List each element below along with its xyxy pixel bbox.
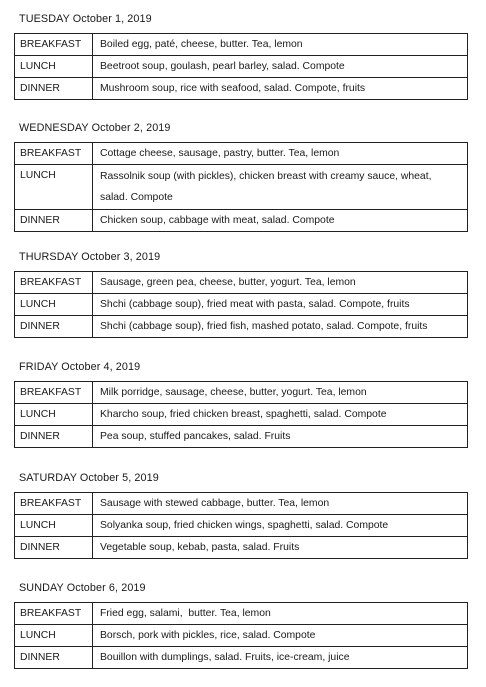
- table-row: [15, 515, 468, 537]
- table-row: [15, 603, 468, 625]
- meal-label: DINNER: [15, 647, 93, 669]
- table-row: [15, 316, 468, 338]
- meal-description: Beetroot soup, goulash, pearl barley, salad. Compote: [93, 56, 468, 78]
- meal-label: LUNCH: [15, 404, 93, 426]
- meal-label: BREAKFAST: [15, 143, 93, 165]
- meal-table: [14, 33, 468, 100]
- meal-description: Bouillon with dumplings, salad. Fruits, ice-cream, juice: [93, 647, 468, 669]
- meal-label: LUNCH: [15, 165, 93, 210]
- day-thursday: [14, 250, 468, 338]
- meal-label: BREAKFAST: [15, 603, 93, 625]
- meal-description: Kharcho soup, fried chicken breast, spaghetti, salad. Compote: [93, 404, 468, 426]
- meal-table: [14, 142, 468, 232]
- meal-description: Boiled egg, paté, cheese, butter. Tea, lemon: [93, 34, 468, 56]
- day-title: SUNDAY October 6, 2019: [19, 582, 146, 594]
- table-row: [15, 625, 468, 647]
- meal-description: Mushroom soup, rice with seafood, salad. Compote, fruits: [93, 78, 468, 100]
- table-row: [15, 34, 468, 56]
- meal-description: Vegetable soup, kebab, pasta, salad. Fruits: [93, 537, 468, 559]
- day-sunday: [14, 581, 468, 669]
- table-row: [15, 382, 468, 404]
- table-row: [15, 210, 468, 232]
- meal-label: BREAKFAST: [15, 493, 93, 515]
- meal-description: Cottage cheese, sausage, pastry, butter. Tea, lemon: [93, 143, 468, 165]
- meal-description: Pea soup, stuffed pancakes, salad. Fruits: [93, 426, 468, 448]
- table-row: [15, 56, 468, 78]
- day-title: WEDNESDAY October 2, 2019: [19, 122, 171, 134]
- meal-label: DINNER: [15, 316, 93, 338]
- meal-description: Shchi (cabbage soup), fried meat with pasta, salad. Compote, fruits: [93, 294, 468, 316]
- day-title: FRIDAY October 4, 2019: [19, 361, 141, 373]
- table-row: [15, 493, 468, 515]
- day-wednesday: [14, 121, 468, 232]
- day-title: TUESDAY October 1, 2019: [19, 13, 152, 25]
- meal-label: BREAKFAST: [15, 34, 93, 56]
- meal-label: LUNCH: [15, 56, 93, 78]
- day-title: THURSDAY October 3, 2019: [19, 251, 161, 263]
- day-title: SATURDAY October 5, 2019: [19, 472, 159, 484]
- table-row: [15, 404, 468, 426]
- meal-label: DINNER: [15, 78, 93, 100]
- meal-label: LUNCH: [15, 515, 93, 537]
- meal-description: Fried egg, salami, butter. Tea, lemon: [93, 603, 468, 625]
- meal-description: Solyanka soup, fried chicken wings, spaghetti, salad. Compote: [93, 515, 468, 537]
- meal-label: BREAKFAST: [15, 382, 93, 404]
- table-row: [15, 165, 468, 210]
- table-row: [15, 78, 468, 100]
- meal-label: LUNCH: [15, 294, 93, 316]
- meal-description: Borsch, pork with pickles, rice, salad. Compote: [93, 625, 468, 647]
- meal-label: LUNCH: [15, 625, 93, 647]
- meal-table: [14, 381, 468, 448]
- meal-label: BREAKFAST: [15, 272, 93, 294]
- day-saturday: [14, 471, 468, 559]
- table-row: [15, 647, 468, 669]
- meal-description: Milk porridge, sausage, cheese, butter, yogurt. Tea, lemon: [93, 382, 468, 404]
- meal-label: DINNER: [15, 537, 93, 559]
- meal-label: DINNER: [15, 426, 93, 448]
- meal-table: [14, 271, 468, 338]
- meal-table: [14, 602, 468, 669]
- day-friday: [14, 360, 468, 448]
- day-tuesday: [14, 12, 468, 100]
- meal-description: Chicken soup, cabbage with meat, salad. Compote: [93, 210, 468, 232]
- table-row: [15, 294, 468, 316]
- table-row: [15, 272, 468, 294]
- meal-description: Sausage, green pea, cheese, butter, yogurt. Tea, lemon: [93, 272, 468, 294]
- meal-table: [14, 492, 468, 559]
- table-row: [15, 143, 468, 165]
- table-row: [15, 426, 468, 448]
- meal-label: DINNER: [15, 210, 93, 232]
- table-row: [15, 537, 468, 559]
- meal-description: Sausage with stewed cabbage, butter. Tea, lemon: [93, 493, 468, 515]
- meal-description: Shchi (cabbage soup), fried fish, mashed potato, salad. Compote, fruits: [93, 316, 468, 338]
- meal-description: Rassolnik soup (with pickles), chicken breast with creamy sauce, wheat, salad. Compote: [93, 165, 468, 210]
